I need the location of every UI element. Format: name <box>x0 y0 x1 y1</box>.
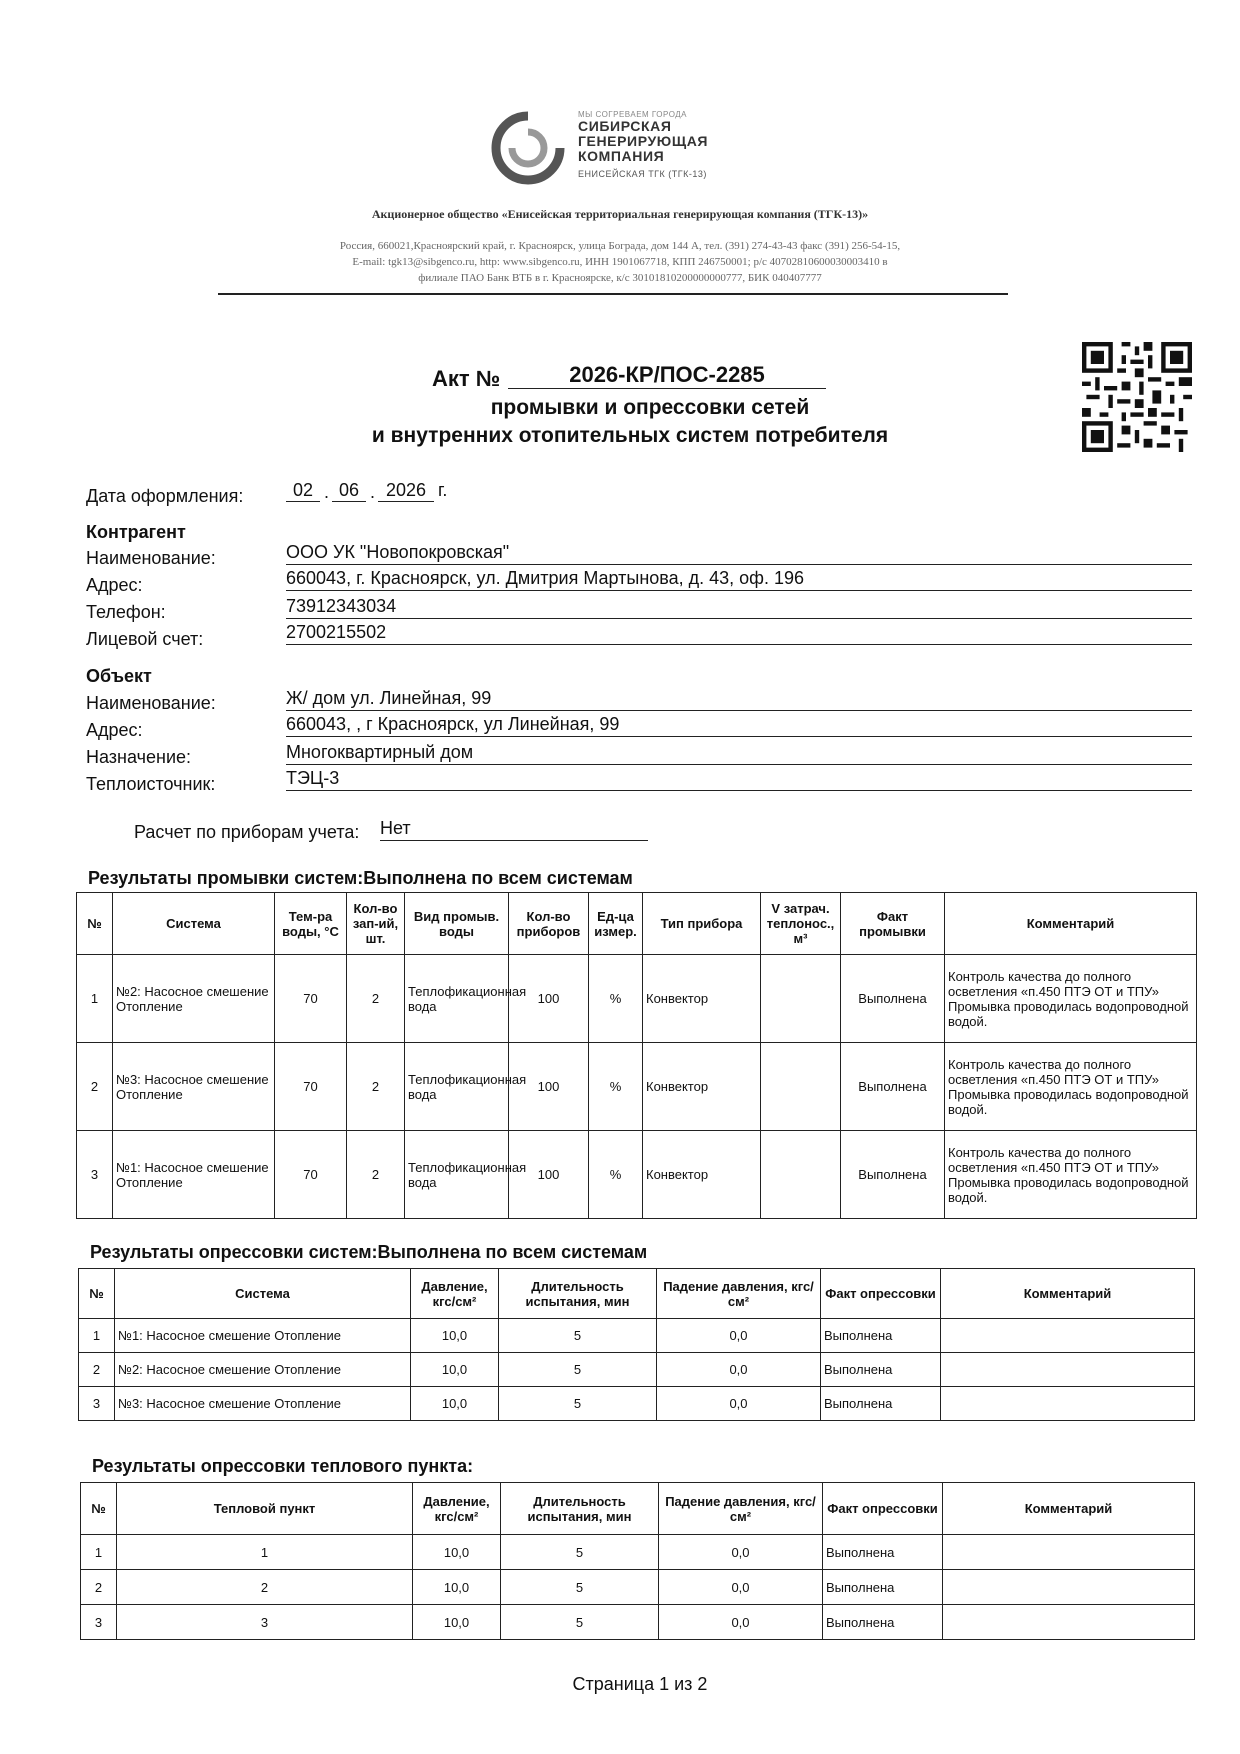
row-volume <box>761 1043 841 1131</box>
pressure-systems-header-row <box>79 1269 1195 1319</box>
date-dot-1: . <box>324 482 330 502</box>
row-fact: Выполнена <box>821 1319 941 1353</box>
col-number: № <box>79 1269 115 1319</box>
row-pressure: 10,0 <box>413 1570 501 1605</box>
row-duration: 5 <box>501 1535 659 1570</box>
row-pressure: 10,0 <box>411 1319 499 1353</box>
row-number: 3 <box>79 1387 115 1421</box>
row-fact: Выполнена <box>841 955 945 1043</box>
act-title-line-2: и внутренних отопительных систем потребителя <box>371 424 889 447</box>
row-duration: 5 <box>499 1387 657 1421</box>
row-system: №2: Насосное смешение Отопление <box>113 955 275 1043</box>
counterparty-address: 660043, г. Красноярск, ул. Дмитрия Мартынова, д. 43, оф. 196 <box>286 566 1192 591</box>
row-number: 1 <box>81 1535 117 1570</box>
row-drop: 0,0 <box>657 1319 821 1353</box>
table-row <box>81 1535 1195 1570</box>
row-duration: 5 <box>499 1353 657 1387</box>
row-comment <box>945 955 1197 1043</box>
pressure-point-header-row <box>81 1483 1195 1535</box>
pressure-point-title: Результаты опрессовки теплового пункта: <box>92 1456 474 1476</box>
col-system: Система <box>113 893 275 955</box>
col-system: Система <box>115 1269 411 1319</box>
col-volume: V затрач. теплонос., м³ <box>761 893 841 955</box>
logo-sub: ЕНИСЕЙСКАЯ ТГК (ТГК-13) <box>578 169 707 179</box>
object-address: 660043, , г Красноярск, ул Линейная, 99 <box>286 712 1192 737</box>
row-temp: 70 <box>275 1043 347 1131</box>
row-system: №3: Насосное смешение Отопление <box>113 1043 275 1131</box>
col-pressure-drop: Падение давления, кгс/см² <box>659 1483 823 1535</box>
row-pressure: 10,0 <box>411 1387 499 1421</box>
row-valves: 2 <box>347 955 405 1043</box>
object-name-label: Наименование: <box>86 693 216 713</box>
object-heat-source: ТЭЦ-3 <box>286 766 1192 791</box>
date-suffix: г. <box>438 480 448 500</box>
col-device-type: Тип прибора <box>643 893 761 955</box>
row-heat-point: 3 <box>117 1605 413 1640</box>
col-duration: Длительность испытания, мин <box>499 1269 657 1319</box>
row-duration: 5 <box>501 1570 659 1605</box>
pressure-point-table <box>80 1482 1195 1640</box>
row-drop: 0,0 <box>657 1387 821 1421</box>
row-number: 2 <box>77 1043 113 1131</box>
row-valves: 2 <box>347 1043 405 1131</box>
row-fact: Выполнена <box>823 1570 943 1605</box>
row-fact: Выполнена <box>823 1535 943 1570</box>
logo-line-1: СИБИРСКАЯ <box>578 118 672 134</box>
object-heading: Объект <box>86 666 152 686</box>
counterparty-heading: Контрагент <box>86 522 186 542</box>
col-pressure: Давление, кгс/см² <box>413 1483 501 1535</box>
row-device-type: Конвектор <box>643 1131 761 1219</box>
table-row <box>77 1043 1197 1131</box>
row-pressure: 10,0 <box>411 1353 499 1387</box>
table-row <box>81 1605 1195 1640</box>
row-drop: 0,0 <box>659 1535 823 1570</box>
flushing-title: Результаты промывки систем:Выполнена по всем системам <box>88 868 633 888</box>
row-device-type: Конвектор <box>643 955 761 1043</box>
table-row <box>79 1353 1195 1387</box>
row-system: №1: Насосное смешение Отопление <box>115 1319 411 1353</box>
row-comment <box>941 1319 1195 1353</box>
flushing-header-row <box>77 893 1197 955</box>
row-number: 2 <box>79 1353 115 1387</box>
row-devices: 100 <box>509 1131 589 1219</box>
date-year: 2026 <box>378 480 434 502</box>
table-row <box>77 1131 1197 1219</box>
row-heat-point: 2 <box>117 1570 413 1605</box>
row-water: Теплофикационная вода <box>405 1131 509 1219</box>
comment-line-1: Контроль качества до полного осветления «п.450 ПТЭ ОТ и ТПУ» <box>948 968 1160 999</box>
counterparty-account: 2700215502 <box>286 620 1192 645</box>
row-heat-point: 1 <box>117 1535 413 1570</box>
col-test-fact: Факт опрессовки <box>823 1483 943 1535</box>
row-comment <box>941 1387 1195 1421</box>
comment-line-1: Контроль качества до полного осветления «п.450 ПТЭ ОТ и ТПУ» <box>948 1144 1160 1175</box>
col-valves: Кол-во зап-ий, шт. <box>347 893 405 955</box>
comment-line-2: Промывка проводилась водопроводной водой. <box>948 1174 1189 1205</box>
row-drop: 0,0 <box>657 1353 821 1387</box>
requisites-line-3: филиале ПАО Банк ВТБ в г. Красноярске, к/с 30101810200000000777, БИК 040407777 <box>418 272 822 284</box>
row-volume <box>761 955 841 1043</box>
row-water: Теплофикационная вода <box>405 955 509 1043</box>
company-logo-icon <box>488 108 568 188</box>
requisites-line-1: Россия, 660021,Красноярский край, г. Красноярск, улица Бограда, дом 144 А, тел. (391) 274-43-43 факс (391) 256-54-15, <box>339 240 901 252</box>
table-row <box>81 1570 1195 1605</box>
row-comment <box>941 1353 1195 1387</box>
row-number: 1 <box>79 1319 115 1353</box>
counterparty-address-label: Адрес: <box>86 575 143 595</box>
row-number: 3 <box>81 1605 117 1640</box>
metering-label: Расчет по приборам учета: <box>134 822 360 842</box>
pressure-systems-table <box>78 1268 1195 1421</box>
row-device-type: Конвектор <box>643 1043 761 1131</box>
row-water: Теплофикационная вода <box>405 1043 509 1131</box>
row-temp: 70 <box>275 955 347 1043</box>
requisites-line-2: E-mail: tgk13@sibgenco.ru, http: www.sibgenco.ru, ИНН 1901067718, КПП 246750001; р/с 40702810600030003410 в <box>352 256 888 268</box>
logo-line-3: КОМПАНИЯ <box>578 148 665 164</box>
row-valves: 2 <box>347 1131 405 1219</box>
counterparty-phone: 73912343034 <box>286 594 1192 619</box>
act-title-line-1: промывки и опрессовки сетей <box>490 396 810 419</box>
col-comment: Комментарий <box>943 1483 1195 1535</box>
page-number: Страница 1 из 2 <box>572 1674 708 1694</box>
counterparty-name-label: Наименование: <box>86 548 216 568</box>
table-row <box>79 1319 1195 1353</box>
logo-tagline: МЫ СОГРЕВАЕМ ГОРОДА <box>578 110 687 119</box>
row-comment <box>943 1605 1195 1640</box>
pressure-systems-title: Результаты опрессовки систем:Выполнена по всем системам <box>90 1242 648 1262</box>
row-duration: 5 <box>499 1319 657 1353</box>
date-dot-2: . <box>370 482 376 502</box>
flushing-table <box>76 892 1197 1219</box>
col-flush-fact: Факт промывки <box>841 893 945 955</box>
header-divider <box>218 293 1008 295</box>
row-volume <box>761 1131 841 1219</box>
row-fact: Выполнена <box>821 1387 941 1421</box>
col-test-fact: Факт опрессовки <box>821 1269 941 1319</box>
object-name: Ж/ дом ул. Линейная, 99 <box>286 686 1192 711</box>
comment-line-1: Контроль качества до полного осветления «п.450 ПТЭ ОТ и ТПУ» <box>948 1056 1160 1087</box>
counterparty-name: ООО УК "Новопокровская" <box>286 540 1192 565</box>
object-purpose: Многоквартирный дом <box>286 740 1192 765</box>
col-number: № <box>77 893 113 955</box>
col-unit: Ед-ца измер. <box>589 893 643 955</box>
counterparty-phone-label: Телефон: <box>86 602 166 622</box>
row-comment <box>945 1043 1197 1131</box>
row-comment <box>943 1570 1195 1605</box>
row-system: №3: Насосное смешение Отопление <box>115 1387 411 1421</box>
row-drop: 0,0 <box>659 1570 823 1605</box>
col-comment: Комментарий <box>941 1269 1195 1319</box>
row-fact: Выполнена <box>841 1131 945 1219</box>
row-number: 3 <box>77 1131 113 1219</box>
col-devices: Кол-во приборов <box>509 893 589 955</box>
col-comment: Комментарий <box>945 893 1197 955</box>
object-heat-source-label: Теплоисточник: <box>86 774 216 794</box>
comment-line-2: Промывка проводилась водопроводной водой. <box>948 998 1189 1029</box>
col-water-temp: Тем-ра воды, °С <box>275 893 347 955</box>
row-unit: % <box>589 1131 643 1219</box>
date-day: 02 <box>286 480 320 502</box>
row-unit: % <box>589 1043 643 1131</box>
metering-value: Нет <box>380 816 648 841</box>
row-drop: 0,0 <box>659 1605 823 1640</box>
col-pressure-drop: Падение давления, кгс/см² <box>657 1269 821 1319</box>
col-duration: Длительность испытания, мин <box>501 1483 659 1535</box>
row-number: 2 <box>81 1570 117 1605</box>
table-row <box>79 1387 1195 1421</box>
object-purpose-label: Назначение: <box>86 747 192 767</box>
row-fact: Выполнена <box>841 1043 945 1131</box>
table-row <box>77 955 1197 1043</box>
act-number: 2026-КР/ПОС-2285 <box>508 362 826 389</box>
row-comment <box>945 1131 1197 1219</box>
row-fact: Выполнена <box>821 1353 941 1387</box>
act-label: Акт № <box>432 366 501 391</box>
row-temp: 70 <box>275 1131 347 1219</box>
object-address-label: Адрес: <box>86 720 143 740</box>
row-pressure: 10,0 <box>413 1605 501 1640</box>
date-label: Дата оформления: <box>86 486 244 506</box>
row-duration: 5 <box>501 1605 659 1640</box>
row-unit: % <box>589 955 643 1043</box>
row-comment <box>943 1535 1195 1570</box>
company-name: Акционерное общество «Енисейская территориальная генерирующая компания (ТГК-13)» <box>371 207 869 221</box>
row-fact: Выполнена <box>823 1605 943 1640</box>
row-system: №1: Насосное смешение Отопление <box>113 1131 275 1219</box>
row-devices: 100 <box>509 1043 589 1131</box>
row-devices: 100 <box>509 955 589 1043</box>
col-water-type: Вид промыв. воды <box>405 893 509 955</box>
logo-line-2: ГЕНЕРИРУЮЩАЯ <box>578 133 709 149</box>
row-number: 1 <box>77 955 113 1043</box>
row-pressure: 10,0 <box>413 1535 501 1570</box>
row-system: №2: Насосное смешение Отопление <box>115 1353 411 1387</box>
logo-text <box>578 110 708 179</box>
date-month: 06 <box>332 480 366 502</box>
col-number: № <box>81 1483 117 1535</box>
counterparty-account-label: Лицевой счет: <box>86 629 204 649</box>
col-heat-point: Тепловой пункт <box>117 1483 413 1535</box>
comment-line-2: Промывка проводилась водопроводной водой. <box>948 1086 1189 1117</box>
company-requisites <box>210 238 1030 286</box>
col-pressure: Давление, кгс/см² <box>411 1269 499 1319</box>
